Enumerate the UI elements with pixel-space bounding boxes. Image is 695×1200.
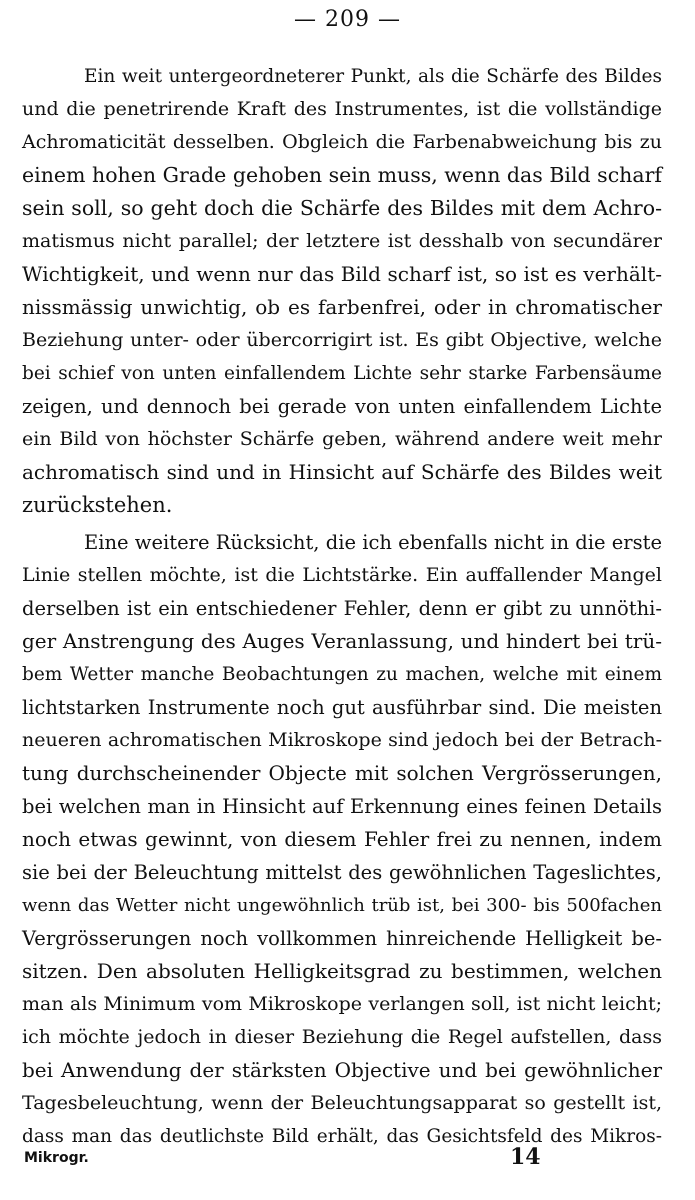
- text-line: bei Anwendung der stärksten Objective und bei gewöhnlicher: [22, 1058, 662, 1082]
- text-line: sitzen. Den absoluten Helligkeitsgrad zu bestimmen, welchen: [22, 959, 662, 983]
- text-line: bem Wetter manche Beobachtungen zu machen, welche mit einem: [22, 664, 662, 685]
- text-line: und die penetrirende Kraft des Instrumentes, ist die vollständige: [22, 98, 662, 120]
- text-line: man als Minimum vom Mikroskope verlangen soll, ist nicht leicht;: [22, 993, 662, 1015]
- sheet-number: 14: [510, 1144, 541, 1170]
- page-number-header: — 209 —: [294, 7, 401, 32]
- text-line: wenn das Wetter nicht ungewöhnlich trüb ist, bei 300- bis 500fachen: [22, 895, 662, 916]
- signature-mark: Mikrogr.: [24, 1150, 89, 1166]
- text-line: tung durchscheinender Objecte mit solchen Vergrösserungen,: [22, 761, 662, 785]
- text-line: sie bei der Beleuchtung mittelst des gewöhnlichen Tageslichtes,: [22, 861, 662, 884]
- text-line: lichtstarken Instrumente noch gut ausführbar sind. Die meisten: [22, 696, 662, 719]
- text-line: Ein weit untergeordneterer Punkt, als die Schärfe des Bildes: [84, 66, 662, 87]
- text-line: Beziehung unter- oder übercorrigirt ist. Es gibt Objective, welche: [22, 329, 662, 351]
- paragraph-2: [22, 526, 662, 1153]
- text-line: bei schief von unten einfallendem Lichte sehr starke Farbensäume: [22, 363, 662, 384]
- text-line: noch etwas gewinnt, von diesem Fehler frei zu nennen, indem: [22, 827, 662, 851]
- text-line: neueren achromatischen Mikroskope sind jedoch bei der Betrach-: [22, 729, 662, 751]
- text-line: ein Bild von höchster Schärfe geben, während andere weit mehr: [22, 428, 662, 450]
- text-line: nissmässig unwichtig, ob es farbenfrei, oder in chromatischer: [22, 295, 662, 319]
- text-line: bei welchen man in Hinsicht auf Erkennung eines feinen Details: [22, 795, 662, 818]
- text-line: dass man das deutlichste Bild erhält, das Gesichtsfeld des Mikros-: [22, 1126, 662, 1147]
- text-line: Wichtigkeit, und wenn nur das Bild scharf ist, so ist es verhält-: [22, 262, 662, 286]
- text-line: Tagesbeleuchtung, wenn der Beleuchtungsapparat so gestellt ist,: [22, 1092, 662, 1114]
- text-line: Achromaticität desselben. Obgleich die Farbenabweichung bis zu: [22, 131, 662, 153]
- text-line: Linie stellen möchte, ist die Lichtstärke. Ein auffallender Mangel: [22, 564, 662, 586]
- text-line: zeigen, und dennoch bei gerade von unten einfallendem Lichte: [22, 395, 662, 418]
- text-line: zurückstehen.: [22, 493, 173, 517]
- text-line: ich möchte jedoch in dieser Beziehung die Regel aufstellen, dass: [22, 1026, 662, 1048]
- text-line: ger Anstrengung des Auges Veranlassung, und hindert bei trü-: [22, 629, 662, 653]
- text-line: Vergrösserungen noch vollkommen hinreichende Helligkeit be-: [22, 927, 662, 950]
- paragraph-1: [22, 60, 662, 522]
- text-line: derselben ist ein entschiedener Fehler, denn er gibt zu unnöthi-: [22, 597, 662, 620]
- text-line: sein soll, so geht doch die Schärfe des Bildes mit dem Achro-: [22, 196, 662, 220]
- text-line: matismus nicht parallel; der letztere ist desshalb von secundärer: [22, 230, 662, 252]
- text-line: einem hohen Grade gehoben sein muss, wenn das Bild scharf: [22, 163, 662, 187]
- text-line: achromatisch sind und in Hinsicht auf Schärfe des Bildes weit: [22, 460, 662, 484]
- text-line: Eine weitere Rücksicht, die ich ebenfalls nicht in die erste: [84, 531, 662, 554]
